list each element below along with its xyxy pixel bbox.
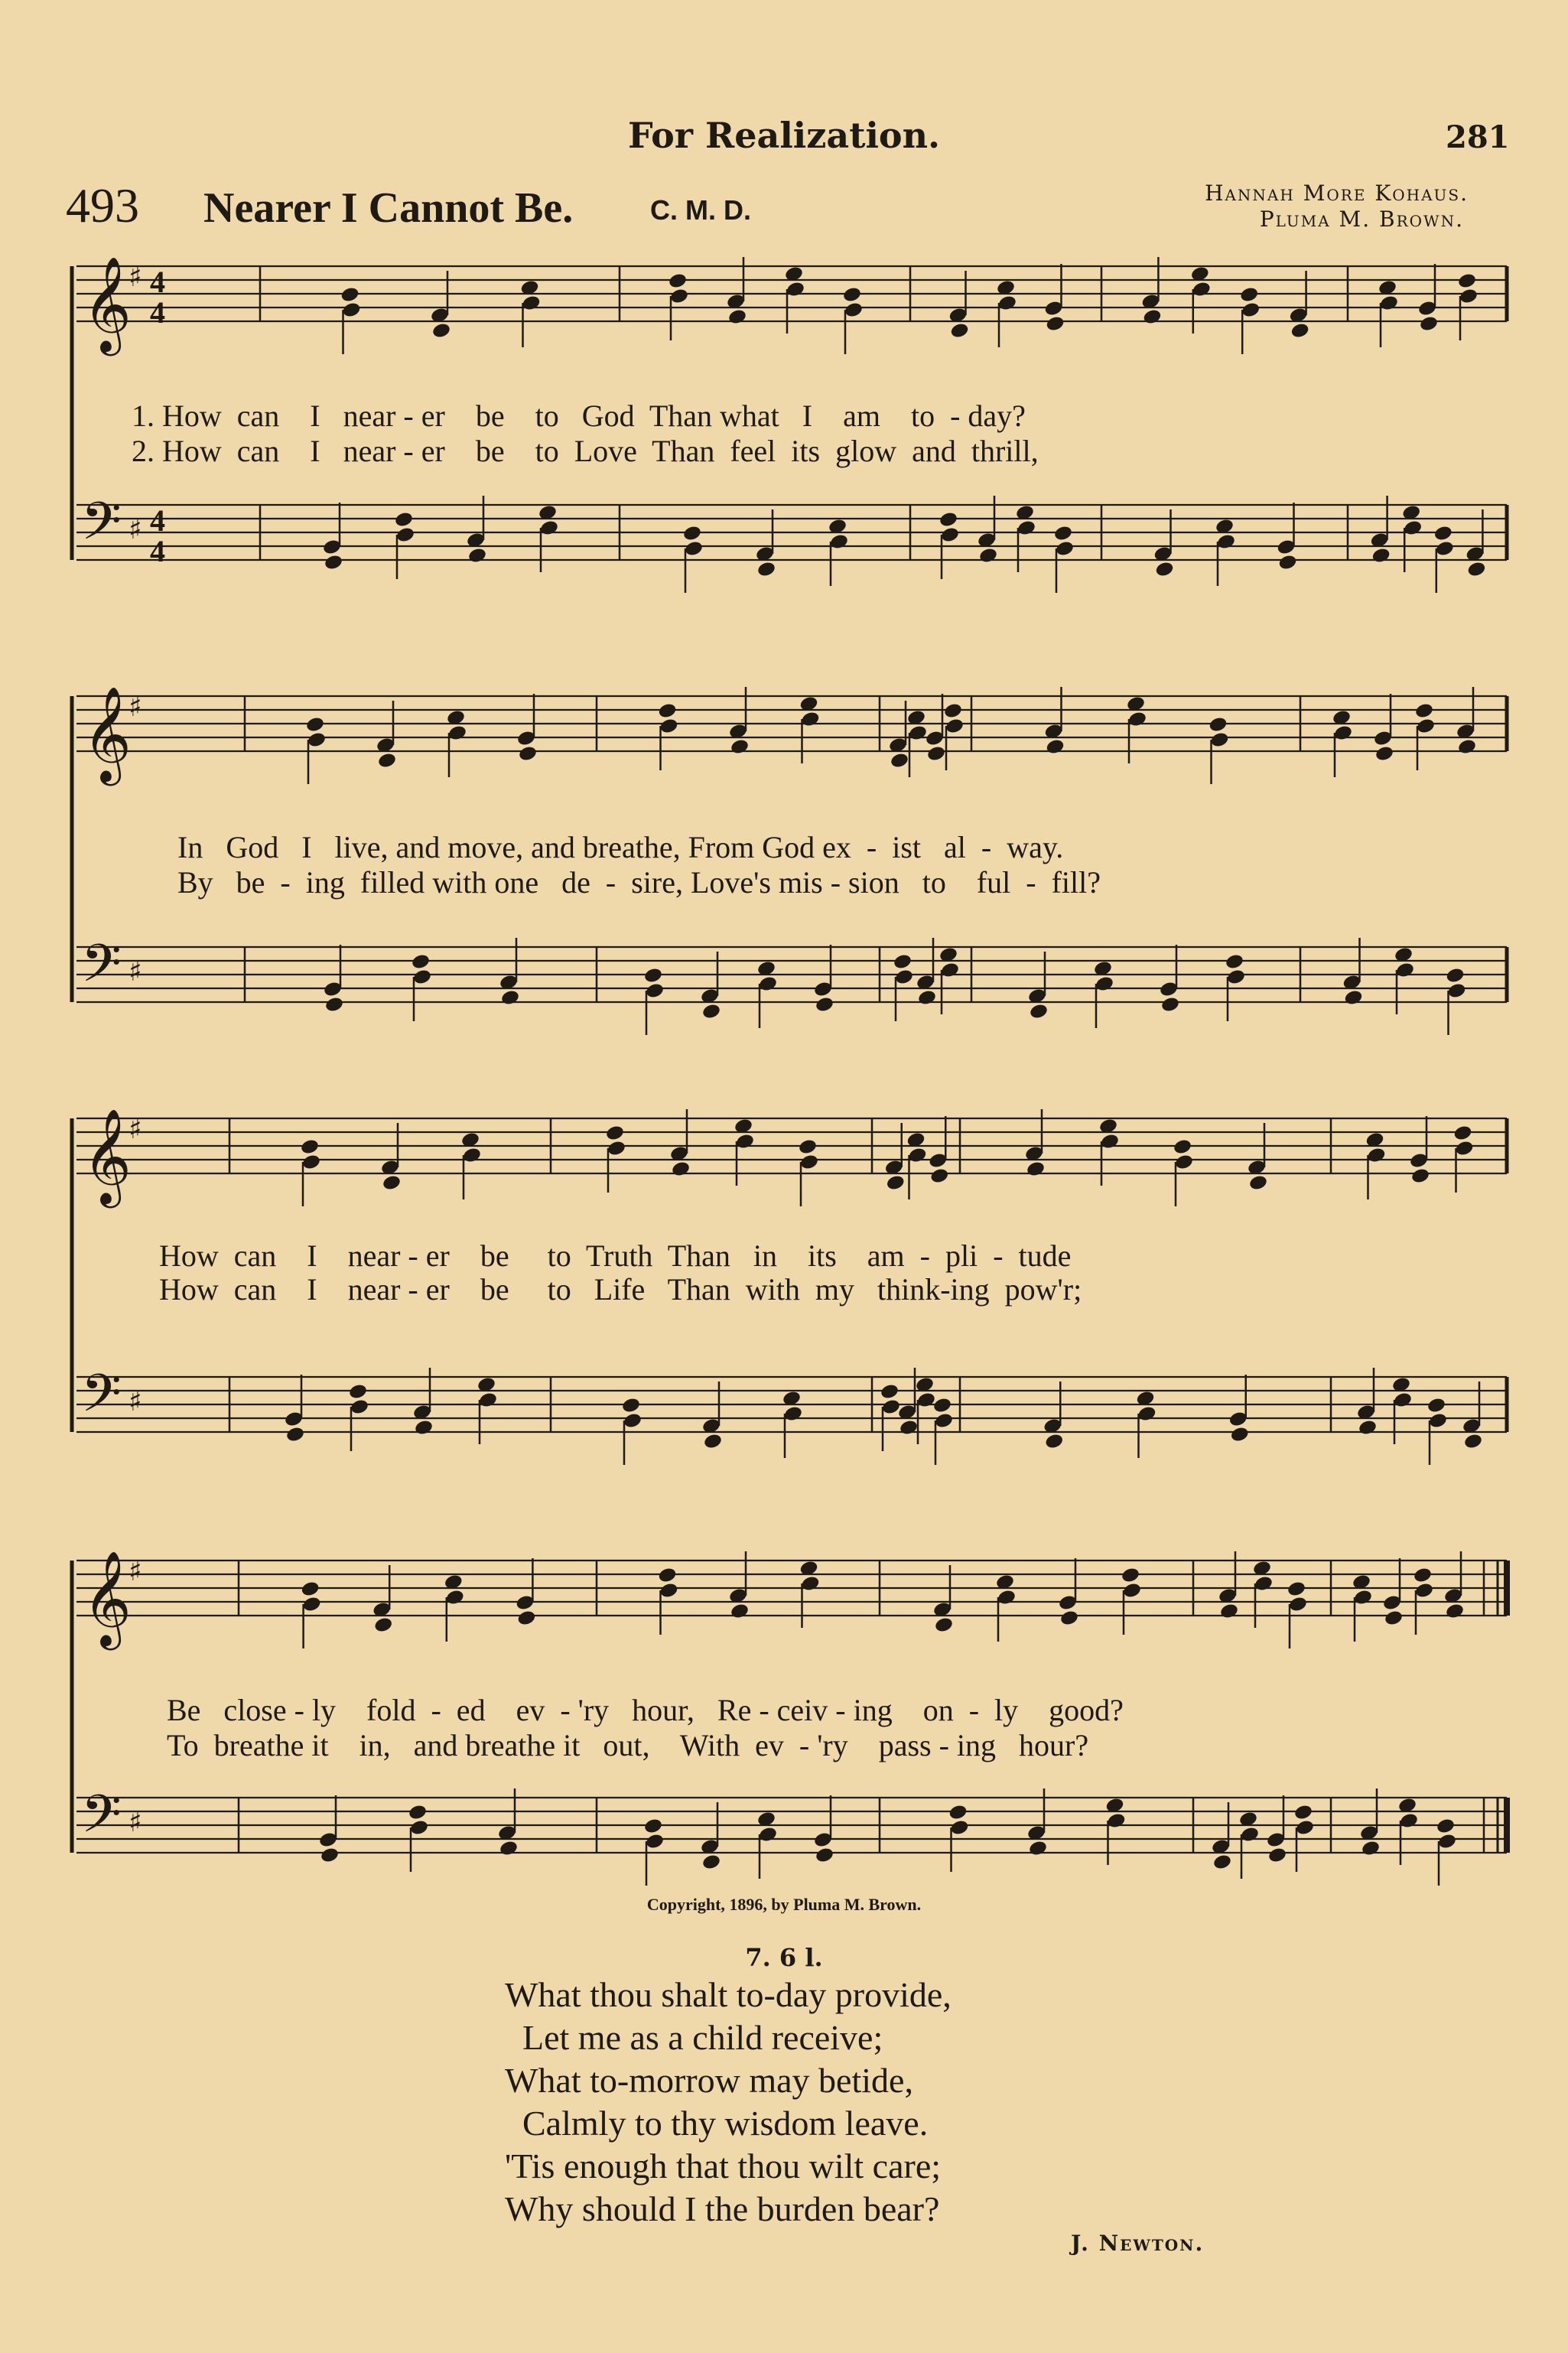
note-head xyxy=(659,718,678,735)
note-head xyxy=(932,1397,952,1414)
note-head xyxy=(701,1003,721,1020)
note-head xyxy=(1127,711,1147,728)
note-head xyxy=(409,1819,429,1837)
note-head xyxy=(1459,288,1479,305)
bass-clef-icon: 𝄢 xyxy=(81,1364,122,1437)
note-head xyxy=(1240,1826,1260,1844)
note-head xyxy=(1433,525,1453,542)
note-head xyxy=(341,301,361,319)
time-signature-bottom: 4 xyxy=(150,534,165,568)
note-head xyxy=(829,533,849,551)
note-head xyxy=(1393,1391,1413,1409)
note-head xyxy=(408,1804,428,1821)
sharp-icon: ♯ xyxy=(128,1386,142,1417)
note-head xyxy=(1445,967,1465,984)
note-head xyxy=(1384,1609,1404,1627)
note-head xyxy=(800,711,820,728)
note-head xyxy=(1295,1819,1315,1837)
note-head xyxy=(1435,540,1455,558)
note-head xyxy=(1055,540,1075,558)
note-head xyxy=(500,989,520,1007)
note-head xyxy=(703,1433,723,1450)
bass-clef-icon: 𝄢 xyxy=(81,492,122,565)
note-head xyxy=(799,1154,819,1171)
note-head xyxy=(668,272,688,290)
note-head xyxy=(621,1397,641,1414)
note-head xyxy=(445,1589,465,1606)
note-head xyxy=(800,1575,820,1593)
note-head xyxy=(1029,1003,1049,1020)
note-head xyxy=(1371,547,1391,565)
note-head xyxy=(1454,1140,1474,1157)
note-head xyxy=(348,1383,368,1401)
note-head xyxy=(1226,968,1246,986)
note-head xyxy=(607,1140,626,1157)
note-head xyxy=(516,1609,536,1627)
note-head xyxy=(478,1391,498,1409)
note-head xyxy=(730,738,750,756)
note-head xyxy=(1121,1567,1140,1584)
note-head xyxy=(645,1833,665,1850)
note-head xyxy=(1173,1138,1192,1156)
note-head xyxy=(623,1412,642,1430)
note-head xyxy=(1414,1582,1434,1600)
note-head xyxy=(1361,1840,1381,1857)
note-head xyxy=(1225,953,1244,971)
note-head xyxy=(285,1426,305,1443)
poem-block xyxy=(505,1974,952,2231)
note-head xyxy=(1374,745,1394,763)
note-head xyxy=(908,724,928,742)
note-head xyxy=(1457,272,1477,290)
note-head xyxy=(756,561,776,578)
note-head xyxy=(373,1616,393,1634)
note-head xyxy=(1212,1853,1232,1871)
note-head xyxy=(1154,561,1174,578)
note-head xyxy=(305,716,325,734)
note-head xyxy=(1160,996,1180,1014)
note-head xyxy=(1446,982,1466,1000)
note-head xyxy=(307,731,327,749)
system-1-verse-2: 2. How can I near - er be to Love Than feel its glow and thrill, xyxy=(132,434,1039,468)
note-head xyxy=(411,953,431,971)
note-head xyxy=(1208,716,1228,734)
treble-clef-icon: 𝄞 xyxy=(83,1108,132,1204)
note-head xyxy=(1428,1412,1448,1430)
note-head xyxy=(894,968,914,986)
note-head xyxy=(939,511,958,529)
note-head xyxy=(934,1616,954,1634)
note-head xyxy=(997,295,1017,312)
poem-line: Why should I the burden bear? xyxy=(505,2189,940,2228)
note-head xyxy=(783,1405,803,1423)
note-head xyxy=(394,511,414,529)
note-head xyxy=(1358,1419,1378,1437)
note-head xyxy=(890,752,909,770)
note-head xyxy=(320,1847,340,1864)
note-head xyxy=(880,1383,899,1401)
composer-credit: Pluma M. Brown. xyxy=(1259,207,1464,232)
treble-clef-icon: 𝄞 xyxy=(83,686,132,782)
note-head xyxy=(798,1138,818,1156)
note-head xyxy=(1343,989,1363,1007)
note-head xyxy=(340,286,359,304)
note-head xyxy=(431,322,451,340)
sharp-icon: ♯ xyxy=(128,514,142,545)
note-head xyxy=(300,1138,320,1156)
note-head xyxy=(1445,1603,1465,1620)
note-head xyxy=(1414,702,1434,720)
copyright-notice: Copyright, 1896, by Pluma M. Brown. xyxy=(646,1895,922,1914)
sharp-icon: ♯ xyxy=(128,1807,142,1838)
poem-line: Calmly to thy wisdom leave. xyxy=(505,2104,929,2143)
note-head xyxy=(1287,1580,1306,1598)
note-head xyxy=(948,1804,968,1821)
system-2-verse-1: In God I live, and move, and breathe, From God ex - ist al - way. xyxy=(177,830,1064,864)
note-head xyxy=(1142,308,1162,326)
poem-meter: 7. 6 l. xyxy=(745,1943,823,1972)
system-3-verse-2: How can I near - er be to Life Than with my think-ing pow'r; xyxy=(159,1272,1082,1307)
note-head xyxy=(1288,1596,1308,1613)
note-head xyxy=(1333,724,1353,742)
system-4-verse-1: Be close - ly fold - ed ev - 'ry hour, Re - ceiv - ing on - ly good? xyxy=(167,1693,1124,1727)
note-head xyxy=(1466,561,1486,578)
note-head xyxy=(1379,295,1399,312)
note-head xyxy=(1248,1174,1268,1192)
sharp-icon: ♯ xyxy=(128,1114,142,1145)
note-head xyxy=(539,519,559,537)
note-head xyxy=(1463,1433,1483,1450)
note-head xyxy=(730,1603,750,1620)
note-head xyxy=(1399,1812,1419,1830)
bass-clef-icon: 𝄢 xyxy=(81,1785,122,1857)
note-head xyxy=(671,1160,691,1178)
note-head xyxy=(758,975,778,993)
note-head xyxy=(949,322,969,340)
note-head xyxy=(786,281,805,298)
poem-author: J. Newton. xyxy=(1071,2231,1205,2256)
poem-line: Let me as a child receive; xyxy=(505,2018,883,2057)
note-head xyxy=(499,1840,519,1857)
note-head xyxy=(907,1147,927,1164)
poem-line: 'Tis enough that thou wilt care; xyxy=(505,2146,942,2185)
note-head xyxy=(1026,1160,1046,1178)
hymn-number: 493 xyxy=(66,178,139,233)
note-head xyxy=(1044,1433,1064,1450)
time-signature-top: 4 xyxy=(150,265,165,299)
note-head xyxy=(467,547,487,565)
note-head xyxy=(1053,525,1073,542)
note-head xyxy=(382,1174,402,1192)
system-1-verse-1: 1. How can I near - er be to God Than what I am to - day? xyxy=(132,399,1026,433)
system-2-verse-2: By be - ing filled with one de - sire, Love's mis - sion to ful - fill? xyxy=(177,865,1101,900)
lyricist-credit: Hannah More Kohaus. xyxy=(1205,181,1469,206)
note-head xyxy=(978,547,998,565)
system-4-verse-2: To breathe it in, and breathe it out, With ev - 'ry pass - ing hour? xyxy=(167,1728,1089,1762)
note-head xyxy=(669,288,689,305)
note-head xyxy=(1219,1603,1239,1620)
note-head xyxy=(1059,1609,1079,1627)
sharp-icon: ♯ xyxy=(128,692,142,723)
note-head xyxy=(1293,1804,1313,1821)
system-3-verse-1: How can I near - er be to Truth Than in its am - pli - tude xyxy=(159,1238,1072,1273)
bass-clef-icon: 𝄢 xyxy=(81,934,122,1007)
note-head xyxy=(899,1419,919,1437)
sharp-icon: ♯ xyxy=(128,1556,142,1587)
time-signature-top: 4 xyxy=(150,503,165,538)
note-head xyxy=(701,1853,721,1871)
note-head xyxy=(1106,1812,1126,1830)
hymn-title: Nearer I Cannot Be. xyxy=(203,184,574,232)
note-head xyxy=(881,1398,901,1416)
note-head xyxy=(1413,1567,1433,1584)
note-head xyxy=(1437,1833,1457,1850)
note-head xyxy=(1416,718,1436,735)
note-head xyxy=(735,1133,755,1150)
note-head xyxy=(1436,1818,1456,1835)
note-head xyxy=(643,967,663,984)
note-head xyxy=(521,295,541,312)
note-head xyxy=(1254,1575,1274,1593)
section-title: For Realization. xyxy=(627,115,941,156)
note-head xyxy=(758,1826,778,1844)
note-head xyxy=(350,1398,369,1416)
note-head xyxy=(1122,1582,1142,1600)
note-head xyxy=(926,745,946,763)
note-head xyxy=(302,1596,322,1613)
page-number: 281 xyxy=(1446,119,1510,155)
note-head xyxy=(1192,281,1212,298)
note-head xyxy=(657,1567,677,1584)
note-head xyxy=(940,962,960,979)
note-head xyxy=(643,1818,663,1835)
note-head xyxy=(1209,731,1229,749)
note-head xyxy=(1290,322,1310,340)
note-head xyxy=(1419,315,1439,333)
sharp-icon: ♯ xyxy=(128,262,142,293)
note-head xyxy=(1403,519,1423,537)
note-head xyxy=(815,1847,834,1864)
note-head xyxy=(412,968,432,986)
note-head xyxy=(934,1412,954,1430)
note-head xyxy=(657,702,677,720)
note-head xyxy=(645,982,665,1000)
note-head xyxy=(1457,738,1477,756)
note-head xyxy=(659,1582,678,1600)
note-head xyxy=(324,554,343,571)
note-head xyxy=(1028,1840,1048,1857)
note-head xyxy=(447,724,467,742)
note-head xyxy=(929,1167,949,1185)
note-head xyxy=(605,1124,625,1142)
note-head xyxy=(1230,1426,1250,1443)
note-head xyxy=(462,1147,482,1164)
note-head xyxy=(377,752,397,770)
note-head xyxy=(842,286,862,304)
note-head xyxy=(943,702,963,720)
note-head xyxy=(1353,1589,1373,1606)
note-head xyxy=(1045,315,1065,333)
note-head xyxy=(684,540,704,558)
time-signature-bottom: 4 xyxy=(150,295,165,330)
hymn-meter: C. M. D. xyxy=(650,194,751,226)
note-head xyxy=(301,1154,321,1171)
note-head xyxy=(1395,962,1415,979)
note-head xyxy=(727,308,747,326)
note-head xyxy=(815,996,834,1014)
note-head xyxy=(917,989,937,1007)
note-head xyxy=(682,525,702,542)
treble-clef-icon: 𝄞 xyxy=(83,256,132,352)
note-head xyxy=(1100,1133,1120,1150)
note-head xyxy=(1267,1847,1287,1864)
note-head xyxy=(997,1589,1017,1606)
note-head xyxy=(1017,519,1036,537)
note-head xyxy=(518,745,538,763)
note-head xyxy=(1095,975,1114,993)
note-head xyxy=(949,1819,969,1837)
note-head xyxy=(301,1580,320,1598)
note-head xyxy=(1174,1154,1194,1171)
treble-clef-icon: 𝄞 xyxy=(83,1551,132,1646)
note-head xyxy=(916,1391,936,1409)
note-head xyxy=(1216,533,1236,551)
note-head xyxy=(1241,301,1261,319)
note-head xyxy=(1366,1147,1386,1164)
note-head xyxy=(1137,1405,1156,1423)
sharp-icon: ♯ xyxy=(128,956,142,988)
note-head xyxy=(1453,1124,1472,1142)
note-head xyxy=(1277,554,1297,571)
note-head xyxy=(1426,1397,1446,1414)
note-head xyxy=(886,1174,906,1192)
note-head xyxy=(395,526,415,544)
note-head xyxy=(414,1419,434,1437)
note-head xyxy=(945,718,965,735)
note-head xyxy=(844,301,864,319)
poem-line: What to-morrow may betide, xyxy=(505,2061,913,2100)
note-head xyxy=(1239,286,1259,304)
note-head xyxy=(324,996,344,1014)
note-head xyxy=(1045,738,1065,756)
note-head xyxy=(940,526,960,544)
poem-line: What thou shalt to-day provide, xyxy=(505,1975,952,2014)
note-head xyxy=(893,953,912,971)
note-head xyxy=(1410,1167,1430,1185)
